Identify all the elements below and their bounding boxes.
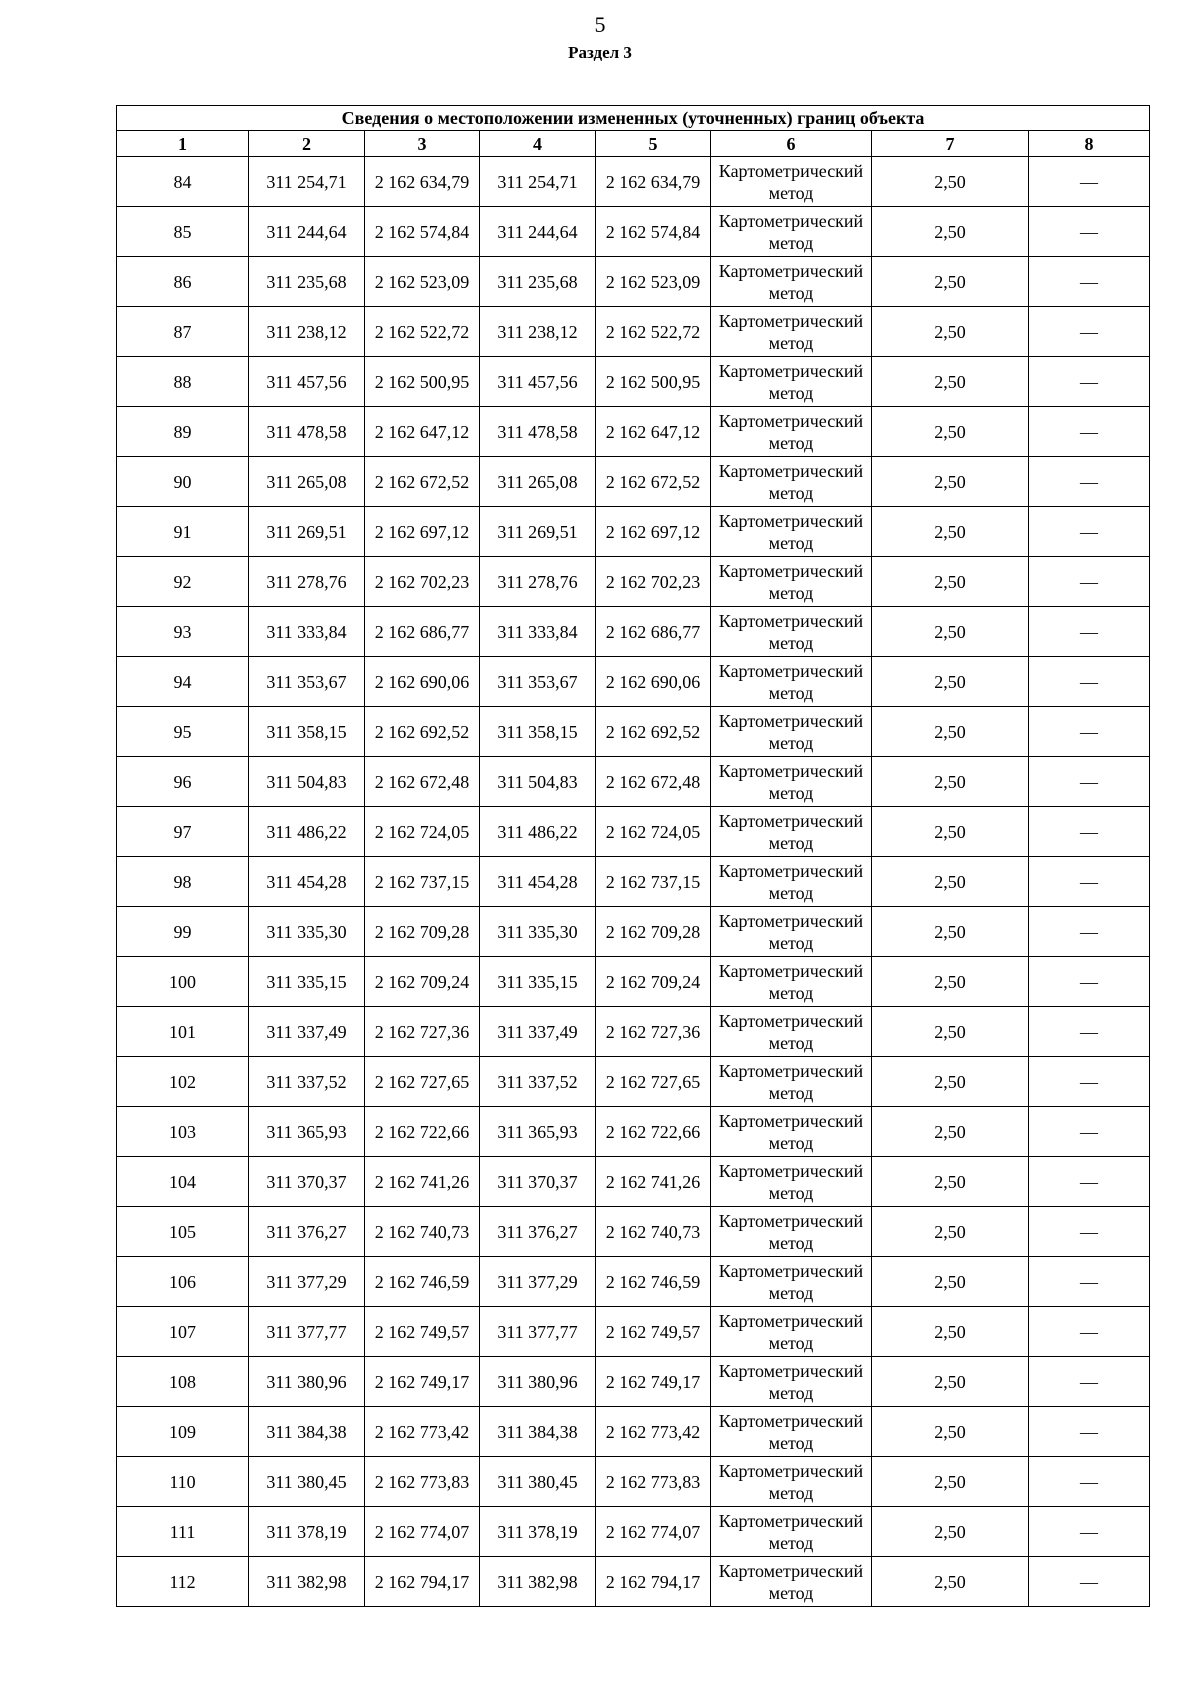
table-row [117,1507,1150,1557]
description-cell: — [1029,507,1150,557]
section-title: Раздел 3 [568,43,632,62]
x-new-cell: 311 454,28 [480,857,596,907]
point-number-cell: 92 [117,557,249,607]
x-new-cell: 311 269,51 [480,507,596,557]
x-new-cell: 311 238,12 [480,307,596,357]
point-number-cell: 99 [117,907,249,957]
x-old-cell: 311 269,51 [249,507,365,557]
description-cell: — [1029,757,1150,807]
description-cell: — [1029,1007,1150,1057]
description-cell: — [1029,1457,1150,1507]
x-old-cell: 311 337,49 [249,1007,365,1057]
x-new-cell: 311 378,19 [480,1507,596,1557]
table-row [117,457,1150,507]
accuracy-cell: 2,50 [872,857,1029,907]
y-old-cell: 2 162 709,24 [365,957,480,1007]
y-old-cell: 2 162 697,12 [365,507,480,557]
y-new-cell: 2 162 634,79 [596,157,711,207]
accuracy-cell: 2,50 [872,407,1029,457]
column-number: 1 [117,131,249,157]
y-old-cell: 2 162 740,73 [365,1207,480,1257]
method-cell: Картометрический метод [711,207,872,257]
accuracy-cell: 2,50 [872,1007,1029,1057]
accuracy-cell: 2,50 [872,257,1029,307]
description-cell: — [1029,1057,1150,1107]
y-new-cell: 2 162 774,07 [596,1507,711,1557]
method-cell: Картометрический метод [711,1207,872,1257]
table-row [117,1207,1150,1257]
method-cell: Картометрический метод [711,1307,872,1357]
point-number-cell: 105 [117,1207,249,1257]
accuracy-cell: 2,50 [872,1557,1029,1607]
table-row [117,1107,1150,1157]
y-new-cell: 2 162 647,12 [596,407,711,457]
accuracy-cell: 2,50 [872,207,1029,257]
point-number-cell: 97 [117,807,249,857]
point-number-cell: 104 [117,1157,249,1207]
y-new-cell: 2 162 686,77 [596,607,711,657]
description-cell: — [1029,1507,1150,1557]
method-cell: Картометрический метод [711,1257,872,1307]
method-cell: Картометрический метод [711,357,872,407]
y-old-cell: 2 162 523,09 [365,257,480,307]
x-old-cell: 311 380,45 [249,1457,365,1507]
x-new-cell: 311 254,71 [480,157,596,207]
point-number-cell: 93 [117,607,249,657]
point-number-cell: 95 [117,707,249,757]
table-caption-row [117,106,1150,131]
table-row [117,1407,1150,1457]
column-number: 4 [480,131,596,157]
y-old-cell: 2 162 686,77 [365,607,480,657]
description-cell: — [1029,657,1150,707]
method-cell: Картометрический метод [711,657,872,707]
column-number: 5 [596,131,711,157]
x-old-cell: 311 377,29 [249,1257,365,1307]
table-row [117,1557,1150,1607]
x-new-cell: 311 478,58 [480,407,596,457]
x-new-cell: 311 382,98 [480,1557,596,1607]
description-cell: — [1029,1157,1150,1207]
y-new-cell: 2 162 773,83 [596,1457,711,1507]
description-cell: — [1029,707,1150,757]
x-new-cell: 311 377,77 [480,1307,596,1357]
method-cell: Картометрический метод [711,1157,872,1207]
point-number-cell: 87 [117,307,249,357]
x-old-cell: 311 335,15 [249,957,365,1007]
method-cell: Картометрический метод [711,757,872,807]
y-new-cell: 2 162 697,12 [596,507,711,557]
table-row [117,707,1150,757]
point-number-cell: 106 [117,1257,249,1307]
x-new-cell: 311 335,30 [480,907,596,957]
table-row [117,1357,1150,1407]
y-old-cell: 2 162 773,42 [365,1407,480,1457]
y-old-cell: 2 162 727,65 [365,1057,480,1107]
y-old-cell: 2 162 672,52 [365,457,480,507]
x-old-cell: 311 244,64 [249,207,365,257]
x-old-cell: 311 358,15 [249,707,365,757]
y-old-cell: 2 162 647,12 [365,407,480,457]
x-new-cell: 311 486,22 [480,807,596,857]
description-cell: — [1029,1257,1150,1307]
y-old-cell: 2 162 690,06 [365,657,480,707]
description-cell: — [1029,607,1150,657]
accuracy-cell: 2,50 [872,1057,1029,1107]
y-new-cell: 2 162 709,28 [596,907,711,957]
point-number-cell: 91 [117,507,249,557]
point-number-cell: 89 [117,407,249,457]
accuracy-cell: 2,50 [872,1107,1029,1157]
x-old-cell: 311 278,76 [249,557,365,607]
point-number-cell: 90 [117,457,249,507]
y-old-cell: 2 162 737,15 [365,857,480,907]
x-old-cell: 311 335,30 [249,907,365,957]
y-new-cell: 2 162 740,73 [596,1207,711,1257]
y-new-cell: 2 162 746,59 [596,1257,711,1307]
point-number-cell: 103 [117,1107,249,1157]
y-old-cell: 2 162 574,84 [365,207,480,257]
accuracy-cell: 2,50 [872,1207,1029,1257]
x-old-cell: 311 365,93 [249,1107,365,1157]
description-cell: — [1029,307,1150,357]
column-number: 8 [1029,131,1150,157]
x-old-cell: 311 265,08 [249,457,365,507]
x-old-cell: 311 377,77 [249,1307,365,1357]
method-cell: Картометрический метод [711,157,872,207]
method-cell: Картометрический метод [711,857,872,907]
y-new-cell: 2 162 672,48 [596,757,711,807]
accuracy-cell: 2,50 [872,307,1029,357]
method-cell: Картометрический метод [711,1357,872,1407]
x-new-cell: 311 244,64 [480,207,596,257]
point-number-cell: 101 [117,1007,249,1057]
x-new-cell: 311 358,15 [480,707,596,757]
point-number-cell: 107 [117,1307,249,1357]
description-cell: — [1029,1407,1150,1457]
column-number: 3 [365,131,480,157]
x-new-cell: 311 370,37 [480,1157,596,1207]
table-row [117,507,1150,557]
accuracy-cell: 2,50 [872,357,1029,407]
description-cell: — [1029,207,1150,257]
accuracy-cell: 2,50 [872,957,1029,1007]
table-caption: Сведения о местоположении измененных (уточненных) границ объекта [117,106,1150,131]
accuracy-cell: 2,50 [872,1307,1029,1357]
method-cell: Картометрический метод [711,1057,872,1107]
y-new-cell: 2 162 500,95 [596,357,711,407]
point-number-cell: 85 [117,207,249,257]
description-cell: — [1029,807,1150,857]
accuracy-cell: 2,50 [872,907,1029,957]
y-new-cell: 2 162 749,17 [596,1357,711,1407]
method-cell: Картометрический метод [711,807,872,857]
y-new-cell: 2 162 741,26 [596,1157,711,1207]
x-old-cell: 311 504,83 [249,757,365,807]
y-new-cell: 2 162 690,06 [596,657,711,707]
method-cell: Картометрический метод [711,1557,872,1607]
y-old-cell: 2 162 727,36 [365,1007,480,1057]
table-row [117,357,1150,407]
y-new-cell: 2 162 749,57 [596,1307,711,1357]
y-old-cell: 2 162 692,52 [365,707,480,757]
y-new-cell: 2 162 522,72 [596,307,711,357]
table-row [117,1007,1150,1057]
accuracy-cell: 2,50 [872,1407,1029,1457]
method-cell: Картометрический метод [711,457,872,507]
point-number-cell: 111 [117,1507,249,1557]
point-number-cell: 108 [117,1357,249,1407]
x-new-cell: 311 235,68 [480,257,596,307]
y-old-cell: 2 162 522,72 [365,307,480,357]
accuracy-cell: 2,50 [872,1157,1029,1207]
y-old-cell: 2 162 672,48 [365,757,480,807]
description-cell: — [1029,457,1150,507]
description-cell: — [1029,857,1150,907]
accuracy-cell: 2,50 [872,1507,1029,1557]
x-old-cell: 311 380,96 [249,1357,365,1407]
y-old-cell: 2 162 724,05 [365,807,480,857]
y-new-cell: 2 162 523,09 [596,257,711,307]
accuracy-cell: 2,50 [872,1257,1029,1307]
accuracy-cell: 2,50 [872,1457,1029,1507]
x-old-cell: 311 378,19 [249,1507,365,1557]
x-new-cell: 311 377,29 [480,1257,596,1307]
accuracy-cell: 2,50 [872,557,1029,607]
x-new-cell: 311 380,96 [480,1357,596,1407]
y-new-cell: 2 162 574,84 [596,207,711,257]
table-row [117,1307,1150,1357]
y-new-cell: 2 162 722,66 [596,1107,711,1157]
x-old-cell: 311 454,28 [249,857,365,907]
description-cell: — [1029,257,1150,307]
description-cell: — [1029,157,1150,207]
table-row [117,1057,1150,1107]
x-new-cell: 311 376,27 [480,1207,596,1257]
description-cell: — [1029,1207,1150,1257]
method-cell: Картометрический метод [711,1407,872,1457]
x-new-cell: 311 337,49 [480,1007,596,1057]
point-number-cell: 109 [117,1407,249,1457]
point-number-cell: 84 [117,157,249,207]
point-number-cell: 110 [117,1457,249,1507]
method-cell: Картометрический метод [711,607,872,657]
y-old-cell: 2 162 702,23 [365,557,480,607]
y-old-cell: 2 162 773,83 [365,1457,480,1507]
table-row [117,907,1150,957]
table-body [117,157,1150,1607]
x-old-cell: 311 370,37 [249,1157,365,1207]
method-cell: Картометрический метод [711,1457,872,1507]
y-new-cell: 2 162 737,15 [596,857,711,907]
y-old-cell: 2 162 749,17 [365,1357,480,1407]
table-row [117,207,1150,257]
y-new-cell: 2 162 773,42 [596,1407,711,1457]
description-cell: — [1029,1307,1150,1357]
table-row [117,157,1150,207]
x-old-cell: 311 478,58 [249,407,365,457]
table-row [117,1457,1150,1507]
page-number: 5 [594,12,606,37]
accuracy-cell: 2,50 [872,807,1029,857]
description-cell: — [1029,957,1150,1007]
y-old-cell: 2 162 634,79 [365,157,480,207]
y-old-cell: 2 162 722,66 [365,1107,480,1157]
column-number: 6 [711,131,872,157]
x-old-cell: 311 486,22 [249,807,365,857]
description-cell: — [1029,557,1150,607]
accuracy-cell: 2,50 [872,1357,1029,1407]
y-new-cell: 2 162 709,24 [596,957,711,1007]
y-old-cell: 2 162 741,26 [365,1157,480,1207]
x-new-cell: 311 384,38 [480,1407,596,1457]
y-new-cell: 2 162 724,05 [596,807,711,857]
column-number-row [117,131,1150,157]
x-old-cell: 311 376,27 [249,1207,365,1257]
boundary-coordinates-table [116,105,1150,1607]
x-old-cell: 311 384,38 [249,1407,365,1457]
x-old-cell: 311 457,56 [249,357,365,407]
description-cell: — [1029,407,1150,457]
column-number: 7 [872,131,1029,157]
y-old-cell: 2 162 709,28 [365,907,480,957]
point-number-cell: 86 [117,257,249,307]
x-new-cell: 311 380,45 [480,1457,596,1507]
x-new-cell: 311 365,93 [480,1107,596,1157]
y-new-cell: 2 162 794,17 [596,1557,711,1607]
x-new-cell: 311 278,76 [480,557,596,607]
x-old-cell: 311 353,67 [249,657,365,707]
method-cell: Картометрический метод [711,1507,872,1557]
y-new-cell: 2 162 727,65 [596,1057,711,1107]
description-cell: — [1029,1107,1150,1157]
table-row [117,1257,1150,1307]
column-number: 2 [249,131,365,157]
point-number-cell: 96 [117,757,249,807]
table-row [117,657,1150,707]
accuracy-cell: 2,50 [872,157,1029,207]
method-cell: Картометрический метод [711,257,872,307]
point-number-cell: 98 [117,857,249,907]
y-new-cell: 2 162 727,36 [596,1007,711,1057]
x-old-cell: 311 333,84 [249,607,365,657]
y-old-cell: 2 162 749,57 [365,1307,480,1357]
x-new-cell: 311 353,67 [480,657,596,707]
point-number-cell: 100 [117,957,249,1007]
x-old-cell: 311 337,52 [249,1057,365,1107]
accuracy-cell: 2,50 [872,757,1029,807]
x-new-cell: 311 504,83 [480,757,596,807]
method-cell: Картометрический метод [711,307,872,357]
table-row [117,607,1150,657]
description-cell: — [1029,1357,1150,1407]
method-cell: Картометрический метод [711,1107,872,1157]
y-new-cell: 2 162 672,52 [596,457,711,507]
x-new-cell: 311 457,56 [480,357,596,407]
y-old-cell: 2 162 746,59 [365,1257,480,1307]
y-new-cell: 2 162 692,52 [596,707,711,757]
method-cell: Картометрический метод [711,1007,872,1057]
accuracy-cell: 2,50 [872,507,1029,557]
point-number-cell: 112 [117,1557,249,1607]
table-row [117,807,1150,857]
accuracy-cell: 2,50 [872,457,1029,507]
x-old-cell: 311 235,68 [249,257,365,307]
x-new-cell: 311 337,52 [480,1057,596,1107]
accuracy-cell: 2,50 [872,657,1029,707]
table-row [117,307,1150,357]
table-row [117,407,1150,457]
accuracy-cell: 2,50 [872,607,1029,657]
point-number-cell: 94 [117,657,249,707]
x-old-cell: 311 238,12 [249,307,365,357]
x-old-cell: 311 254,71 [249,157,365,207]
x-new-cell: 311 335,15 [480,957,596,1007]
method-cell: Картометрический метод [711,957,872,1007]
point-number-cell: 88 [117,357,249,407]
description-cell: — [1029,907,1150,957]
table-row [117,857,1150,907]
x-new-cell: 311 333,84 [480,607,596,657]
description-cell: — [1029,1557,1150,1607]
method-cell: Картометрический метод [711,907,872,957]
y-new-cell: 2 162 702,23 [596,557,711,607]
table-row [117,957,1150,1007]
y-old-cell: 2 162 794,17 [365,1557,480,1607]
method-cell: Картометрический метод [711,707,872,757]
point-number-cell: 102 [117,1057,249,1107]
method-cell: Картометрический метод [711,557,872,607]
table-row [117,1157,1150,1207]
y-old-cell: 2 162 774,07 [365,1507,480,1557]
description-cell: — [1029,357,1150,407]
x-old-cell: 311 382,98 [249,1557,365,1607]
method-cell: Картометрический метод [711,407,872,457]
table-row [117,257,1150,307]
table-row [117,757,1150,807]
x-new-cell: 311 265,08 [480,457,596,507]
y-old-cell: 2 162 500,95 [365,357,480,407]
table-row [117,557,1150,607]
accuracy-cell: 2,50 [872,707,1029,757]
method-cell: Картометрический метод [711,507,872,557]
